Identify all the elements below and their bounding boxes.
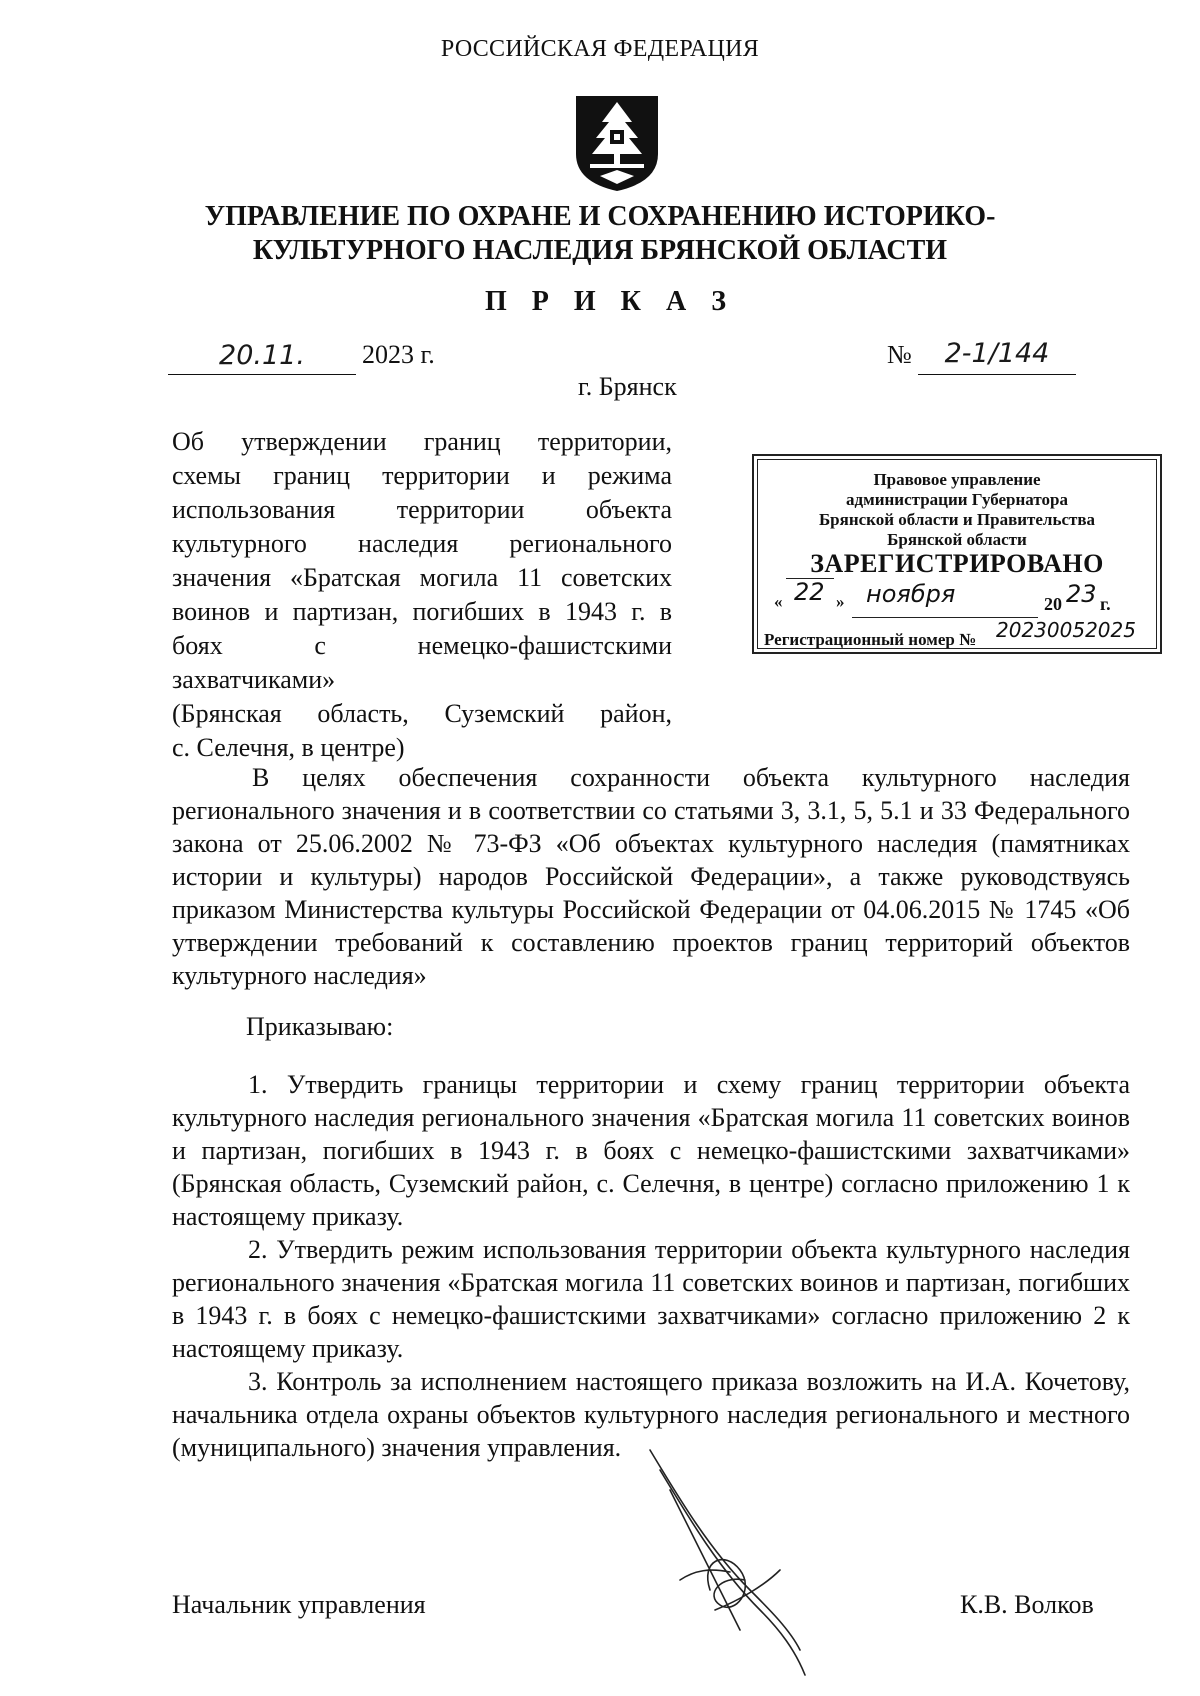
subject-line: с. Селечня, в центре) [172, 733, 405, 762]
order-date-handwritten: 20.11. [168, 340, 356, 375]
stamp-reg-number-handwritten: 20230052025 [996, 618, 1136, 642]
subject-line: культурного наследия регионального [172, 529, 672, 558]
stamp-line-4: Брянской области [887, 530, 1027, 549]
subject-line: боях с немецко-фашистскими [172, 631, 672, 660]
organization-line-1: УПРАВЛЕНИЕ ПО ОХРАНЕ И СОХРАНЕНИЮ ИСТОРИКО- [204, 201, 996, 232]
subject-line: использования территории объекта [172, 495, 672, 524]
stamp-line-1: Правовое управление [873, 470, 1041, 489]
stamp-month-handwritten: ноября [866, 580, 956, 608]
stamp-line-3: Брянской области и Правительства [818, 510, 1096, 529]
order-year: 2023 г. [362, 340, 435, 369]
order-city: г. Брянск [578, 372, 677, 401]
stamp-day-handwritten: 22 [794, 578, 825, 606]
subject-line: воинов и партизан, погибших в 1943 г. в [172, 597, 672, 626]
order-number-sign: № [887, 340, 912, 369]
stamp-reg-number-label: Регистрационный номер № [764, 630, 977, 649]
bryansk-coat-of-arms-icon [572, 92, 662, 194]
subject-line: схемы границ территории и режима [172, 461, 672, 490]
registration-stamp [752, 454, 1162, 654]
stamp-year-handwritten: 23 [1066, 580, 1097, 608]
order-items [172, 1068, 1130, 1464]
signatory-name: К.В. Волков [960, 1590, 1094, 1619]
stamp-year-prefix: 20 [1044, 594, 1062, 614]
organization-line-2: КУЛЬТУРНОГО НАСЛЕДИЯ БРЯНСКОЙ ОБЛАСТИ [252, 235, 948, 266]
subject-line: захватчиками» [172, 665, 336, 694]
document-type-title: П Р И К А З [485, 286, 735, 317]
order-item-3: 3. Контроль за исполнением настоящего приказа возложить на И.А. Кочетову, начальника отдела охраны объектов культурного наследия регионального и местного (муниципального) значения управления. [172, 1367, 1130, 1462]
stamp-quote-open: « [774, 592, 783, 611]
subject-line: (Брянская область, Суземский район, [172, 699, 672, 728]
order-subject [172, 425, 672, 765]
stamp-line-2: администрации Губернатора [846, 490, 1068, 509]
handwritten-signature [640, 1440, 820, 1690]
order-number-handwritten: 2-1/144 [918, 338, 1076, 375]
order-item-1: 1. Утвердить границы территории и схему границ территории объекта культурного наследия регионального значения «Братская могила 11 советских воинов и партизан, погибших в 1943 г. в боях с немецко-фашистскими захватчиками» (Брянская область, Суземский район, с. Селечня, в центре) согласно приложению 1 к настоящему приказу. [172, 1070, 1130, 1231]
country-header: РОССИЙСКАЯ ФЕДЕРАЦИЯ [440, 36, 760, 62]
organization-name [0, 200, 1200, 268]
order-word: Приказываю: [246, 1012, 394, 1041]
subject-line: значения «Братская могила 11 советских [172, 563, 672, 592]
stamp-year-suffix: г. [1100, 594, 1111, 614]
subject-line: Об утверждении границ территории, [172, 427, 672, 456]
order-preamble [172, 761, 1130, 992]
preamble-paragraph: В целях обеспечения сохранности объекта культурного наследия регионального значения и в соответствии со статьями 3, 3.1, 5, 5.1 и 33 Федерального закона от 25.06.2002 № 73-ФЗ «Об объектах культурного наследия (памятниках истории и культуры) народов Российской Федерации», а также руководствуясь приказом Министерства культуры Российской Федерации от 04.06.2015 № 1745 «Об утверждении требований к составлению проектов границ территорий объектов культурного наследия» [172, 763, 1130, 990]
signatory-title: Начальник управления [172, 1590, 426, 1619]
order-item-2: 2. Утвердить режим использования территории объекта культурного наследия регионального значения «Братская могила 11 советских воинов и партизан, погибших в 1943 г. в боях с немецко-фашистскими захватчиками» согласно приложению 2 к настоящему приказу. [172, 1235, 1130, 1363]
stamp-registered-label: ЗАРЕГИСТРИРОВАНО [810, 549, 1104, 578]
stamp-quote-close: » [836, 592, 845, 611]
